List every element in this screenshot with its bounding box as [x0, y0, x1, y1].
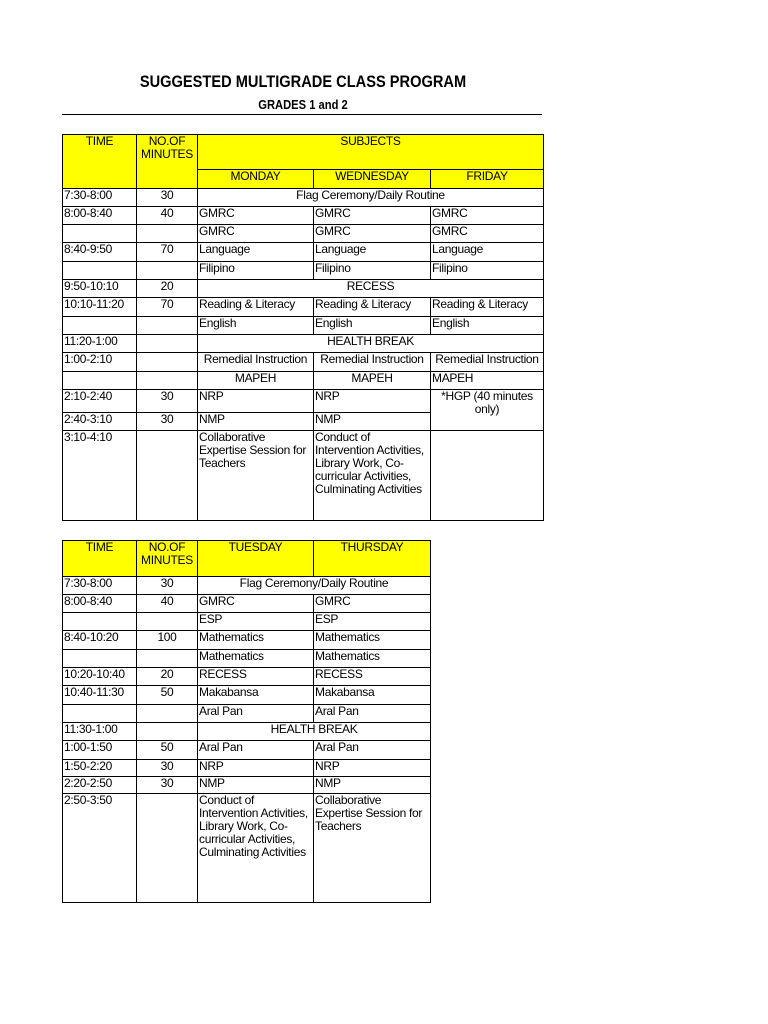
page-title: SUGGESTED MULTIGRADE CLASS PROGRAM — [139, 72, 467, 91]
time-cell: 8:40-9:50 — [63, 243, 137, 262]
table-row — [63, 372, 544, 390]
minutes-cell — [137, 650, 198, 668]
minutes-cell: 70 — [137, 243, 198, 262]
table-row — [63, 723, 431, 741]
subject-cell: GMRC — [431, 225, 544, 243]
page-subtitle: GRADES 1 and 2 — [258, 97, 348, 112]
subject-cell: Aral Pan — [314, 741, 431, 760]
minutes-cell — [137, 705, 198, 723]
subject-cell: Collaborative Expertise Session for Teachers — [198, 431, 314, 521]
subject-cell: Filipino — [431, 262, 544, 280]
time-cell: 9:50-10:10 — [63, 280, 137, 298]
subject-cell: NMP — [198, 413, 314, 431]
time-cell: 1:50-2:20 — [63, 760, 137, 777]
time-cell — [63, 705, 137, 723]
minutes-cell — [137, 353, 198, 372]
time-cell: 7:30-8:00 — [63, 189, 137, 207]
day-header-friday: FRIDAY — [431, 170, 544, 189]
time-cell — [63, 317, 137, 335]
time-header: TIME — [63, 135, 137, 189]
day-header-wednesday: WEDNESDAY — [314, 170, 431, 189]
subjects-header: SUBJECTS — [198, 135, 544, 170]
minutes-cell: 20 — [137, 668, 198, 686]
table-row — [63, 207, 544, 225]
minutes-cell: 40 — [137, 595, 198, 613]
subject-cell: Conduct of Intervention Activities, Library Work, Co-curricular Activities, Culminating Activities — [198, 794, 314, 903]
merged-cell: Flag Ceremony/Daily Routine — [198, 189, 544, 207]
table-row — [63, 298, 544, 317]
table-row — [63, 613, 431, 631]
day-header-thursday: THURSDAY — [314, 541, 431, 577]
time-cell: 10:40-11:30 — [63, 686, 137, 705]
merged-cell: Flag Ceremony/Daily Routine — [198, 577, 431, 595]
table-row — [63, 794, 431, 903]
subject-cell: GMRC — [198, 595, 314, 613]
subject-cell: GMRC — [314, 595, 431, 613]
subject-cell: English — [431, 317, 544, 335]
subject-cell: Language — [314, 243, 431, 262]
subject-cell: Mathematics — [198, 650, 314, 668]
table-row — [63, 595, 431, 613]
time-cell: 2:10-2:40 — [63, 390, 137, 413]
table-header-row — [63, 541, 431, 577]
minutes-cell: 50 — [137, 741, 198, 760]
title-divider — [62, 114, 542, 115]
time-cell: 11:20-1:00 — [63, 335, 137, 353]
subject-cell: NMP — [314, 777, 431, 794]
minutes-cell — [137, 335, 198, 353]
minutes-cell: 50 — [137, 686, 198, 705]
subject-cell: RECESS — [314, 668, 431, 686]
subject-cell: GMRC — [431, 207, 544, 225]
subject-cell: Filipino — [314, 262, 431, 280]
minutes-cell — [137, 372, 198, 390]
minutes-cell: 30 — [137, 760, 198, 777]
minutes-header: NO.OF MINUTES — [137, 541, 198, 577]
minutes-cell — [137, 794, 198, 903]
time-header: TIME — [63, 541, 137, 577]
minutes-cell — [137, 431, 198, 521]
table-row — [63, 777, 431, 794]
merged-cell: HEALTH BREAK — [198, 723, 431, 741]
subject-cell: ESP — [198, 613, 314, 631]
minutes-cell — [137, 225, 198, 243]
time-cell: 1:00-2:10 — [63, 353, 137, 372]
minutes-cell: 30 — [137, 777, 198, 794]
subject-cell: NMP — [314, 413, 431, 431]
subject-cell: Remedial Instruction — [198, 353, 314, 372]
table-row — [63, 705, 431, 723]
minutes-cell — [137, 723, 198, 741]
subject-cell: RECESS — [198, 668, 314, 686]
subject-cell: Makabansa — [198, 686, 314, 705]
minutes-cell: 30 — [137, 189, 198, 207]
subject-cell: Makabansa — [314, 686, 431, 705]
time-cell: 1:00-1:50 — [63, 741, 137, 760]
merged-cell: RECESS — [198, 280, 544, 298]
merged-cell: HEALTH BREAK — [198, 335, 544, 353]
table-row — [63, 741, 431, 760]
table-row — [63, 631, 431, 650]
subject-cell: NRP — [314, 760, 431, 777]
subject-cell: *HGP (40 minutes only) — [431, 390, 544, 431]
subject-cell: Aral Pan — [198, 705, 314, 723]
table-row — [63, 317, 544, 335]
subject-cell: NMP — [198, 777, 314, 794]
time-cell — [63, 372, 137, 390]
time-cell: 8:00-8:40 — [63, 207, 137, 225]
table-row — [63, 225, 544, 243]
subject-cell: MAPEH — [431, 372, 544, 390]
minutes-cell: 20 — [137, 280, 198, 298]
subject-cell: GMRC — [198, 225, 314, 243]
day-header-monday: MONDAY — [198, 170, 314, 189]
subject-cell: Aral Pan — [314, 705, 431, 723]
table-row — [63, 668, 431, 686]
subject-cell: NRP — [314, 390, 431, 413]
subject-cell: NRP — [198, 760, 314, 777]
table-row — [63, 760, 431, 777]
subject-cell: ESP — [314, 613, 431, 631]
minutes-cell — [137, 262, 198, 280]
minutes-cell: 30 — [137, 390, 198, 413]
table-row — [63, 243, 544, 262]
table-row — [63, 686, 431, 705]
time-cell: 8:00-8:40 — [63, 595, 137, 613]
time-cell: 10:10-11:20 — [63, 298, 137, 317]
minutes-cell — [137, 317, 198, 335]
table-row — [63, 335, 544, 353]
subject-cell — [431, 431, 544, 521]
subject-cell: Collaborative Expertise Session for Teachers — [314, 794, 431, 903]
subject-cell: Remedial Instruction — [431, 353, 544, 372]
subject-cell: GMRC — [198, 207, 314, 225]
subject-cell: Mathematics — [198, 631, 314, 650]
table-row — [63, 353, 544, 372]
time-cell: 2:20-2:50 — [63, 777, 137, 794]
subject-cell: Reading & Literacy — [198, 298, 314, 317]
time-cell: 3:10-4:10 — [63, 431, 137, 521]
schedule-table-mwf — [62, 134, 544, 521]
table-header-row — [63, 135, 544, 170]
minutes-header: NO.OF MINUTES — [137, 135, 198, 189]
subject-cell: English — [314, 317, 431, 335]
subject-cell: MAPEH — [314, 372, 431, 390]
subject-cell: Reading & Literacy — [314, 298, 431, 317]
table-row — [63, 390, 544, 413]
subject-cell: Language — [431, 243, 544, 262]
table-row — [63, 280, 544, 298]
time-cell — [63, 613, 137, 631]
subject-cell: Conduct of Intervention Activities, Library Work, Co-curricular Activities, Culminating Activities — [314, 431, 431, 521]
minutes-cell: 70 — [137, 298, 198, 317]
subject-cell: Mathematics — [314, 631, 431, 650]
day-header-tuesday: TUESDAY — [198, 541, 314, 577]
schedule-table-tth — [62, 540, 431, 903]
table-row — [63, 189, 544, 207]
subject-cell: Filipino — [198, 262, 314, 280]
time-cell: 8:40-10:20 — [63, 631, 137, 650]
subject-cell: Remedial Instruction — [314, 353, 431, 372]
subject-cell: Aral Pan — [198, 741, 314, 760]
subject-cell: Language — [198, 243, 314, 262]
time-cell: 2:50-3:50 — [63, 794, 137, 903]
subject-cell: GMRC — [314, 225, 431, 243]
time-cell — [63, 262, 137, 280]
time-cell: 2:40-3:10 — [63, 413, 137, 431]
table-row — [63, 650, 431, 668]
table-row — [63, 431, 544, 521]
subject-cell: MAPEH — [198, 372, 314, 390]
subject-cell: Mathematics — [314, 650, 431, 668]
minutes-cell: 30 — [137, 577, 198, 595]
subject-cell: GMRC — [314, 207, 431, 225]
minutes-cell: 30 — [137, 413, 198, 431]
time-cell — [63, 650, 137, 668]
minutes-cell: 100 — [137, 631, 198, 650]
time-cell — [63, 225, 137, 243]
subject-cell: Reading & Literacy — [431, 298, 544, 317]
table-row — [63, 262, 544, 280]
time-cell: 11:30-1:00 — [63, 723, 137, 741]
subject-cell: English — [198, 317, 314, 335]
subject-cell: NRP — [198, 390, 314, 413]
minutes-cell — [137, 613, 198, 631]
time-cell: 10:20-10:40 — [63, 668, 137, 686]
minutes-cell: 40 — [137, 207, 198, 225]
table-row — [63, 577, 431, 595]
time-cell: 7:30-8:00 — [63, 577, 137, 595]
